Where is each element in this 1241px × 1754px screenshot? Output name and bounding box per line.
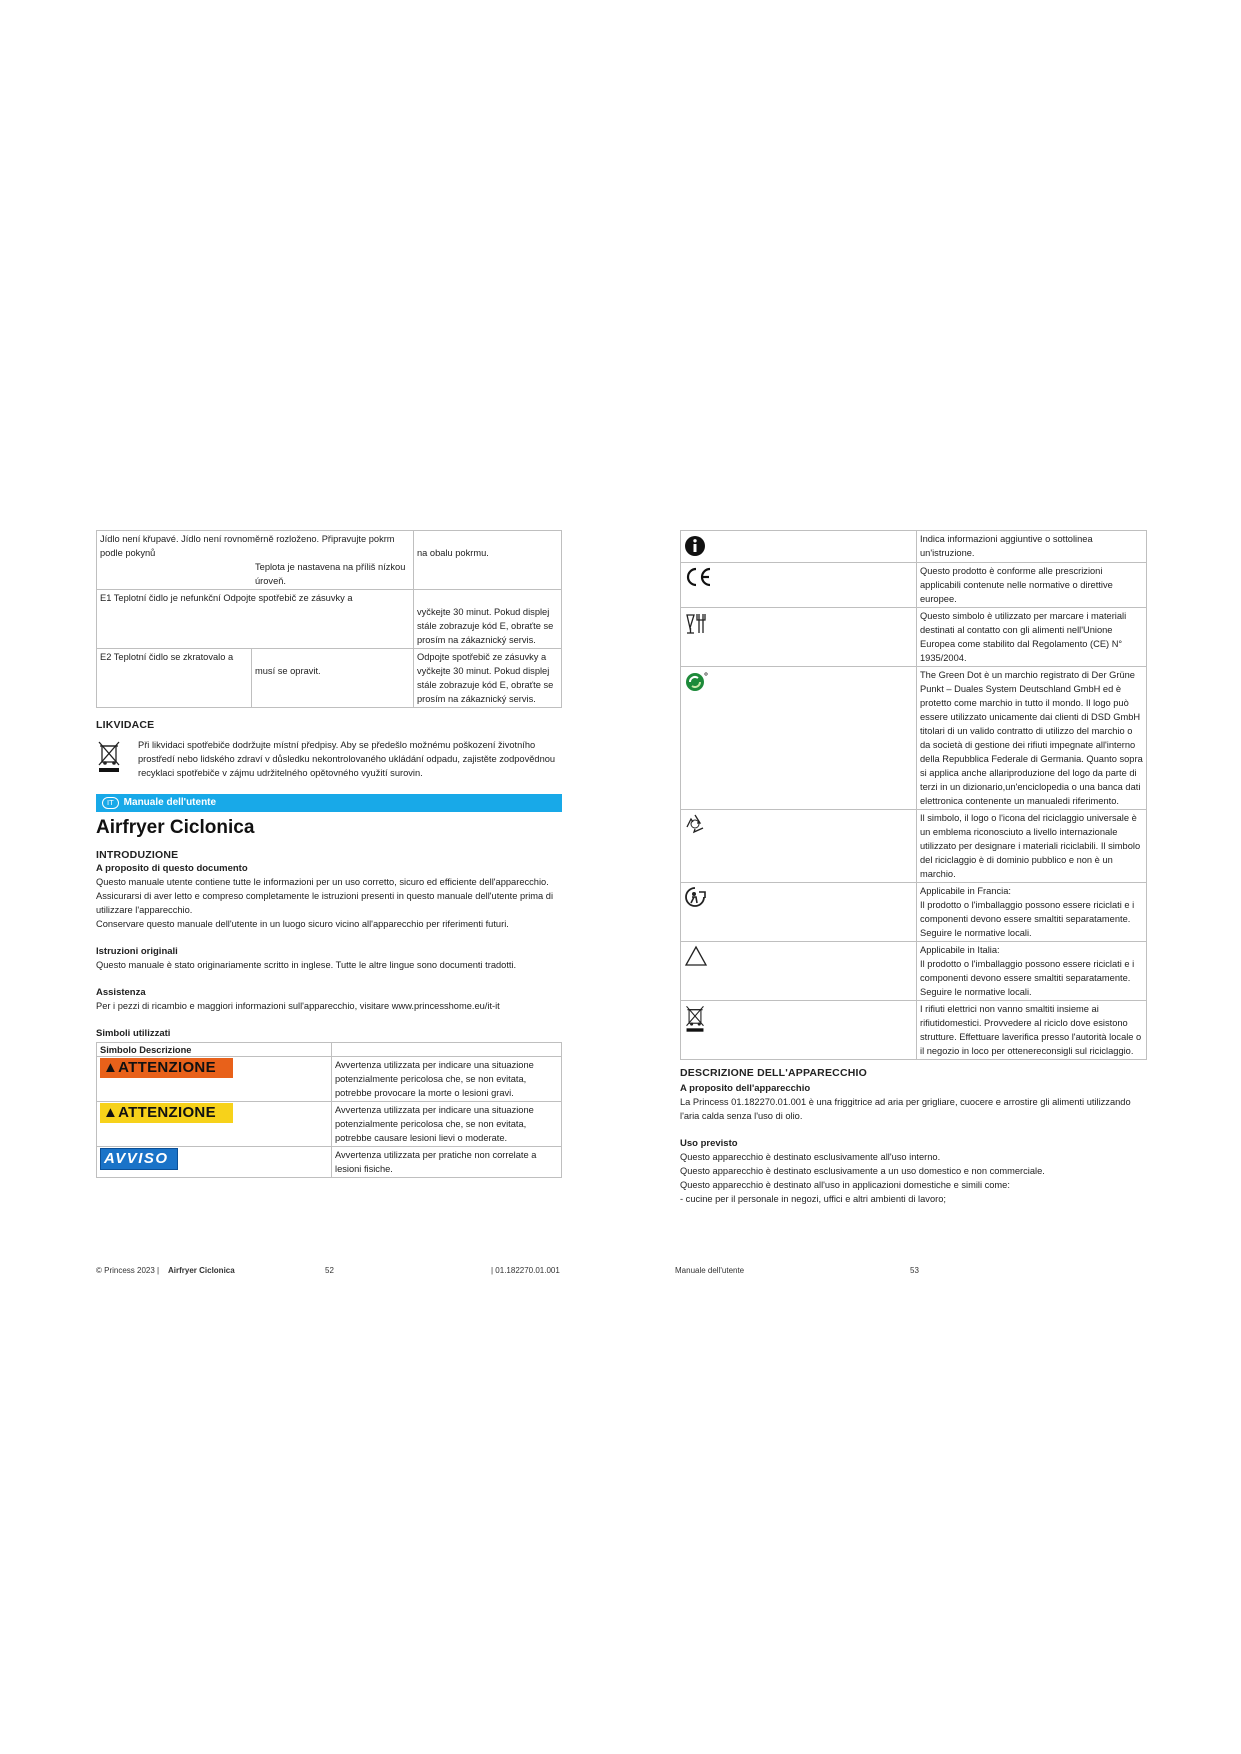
use-line-4: - cucine per il personale in negozi, uffici e altri ambienti di lavoro; xyxy=(680,1194,946,1204)
symbols-header: Simbolo Descrizione xyxy=(97,1043,332,1057)
about-doc-para-3: Conservare questo manuale dell'utente in un luogo sicuro vicino all'apparecchio per riferimenti futuri. xyxy=(96,919,509,929)
table-cell: na obalu pokrmu. xyxy=(414,531,562,590)
table-row xyxy=(681,563,1147,608)
danger-badge: ▲ATTENZIONE xyxy=(100,1058,233,1078)
table-cell xyxy=(681,608,917,667)
triman-icon xyxy=(684,886,708,908)
table-cell: E2 Teplotní čidlo se zkratovalo a xyxy=(97,649,252,708)
about-doc-para-2: Assicurarsi di aver letto e compreso completamente le istruzioni presenti in questo manuale dell'utente prima di utilizzare l'apparecchio. xyxy=(96,891,554,915)
icon-desc: Questo prodotto è conforme alle prescrizioni applicabili contenute nelle normative o direttive europee. xyxy=(917,563,1147,608)
notice-badge: AVVISO xyxy=(100,1148,178,1170)
table-cell xyxy=(681,667,917,810)
symbol-desc: Avvertenza utilizzata per indicare una situazione potenzialmente pericolosa che, se non evitata, potrebbe provocare la morte o lesioni gravi. xyxy=(332,1057,562,1102)
table-cell xyxy=(97,1102,332,1147)
table-row xyxy=(681,1001,1147,1060)
table-cell xyxy=(681,810,917,883)
icon-desc: The Green Dot è un marchio registrato di Der Grüne Punkt – Duales System Deutschland GmbH ed è protetto come marchio in tutto il mondo. Il logo può essere utilizzato unicamente dai clienti di DSD GmbH titolari di un valido contratto di utilizzo del marchio o da società di gestione dei rifiuti impegnate all'interno della Repubblica Federale di Germania. Quanto sopra si applica anche allariproduzione del logo da parte di terzi in un dizionario,un'enciclopedia o una banca dati elettronica contenente un manualedi riferimento. xyxy=(917,667,1147,810)
symbols-heading: Simboli utilizzati xyxy=(96,1028,171,1039)
weee-bin-icon xyxy=(684,1004,706,1034)
symbol-desc: Avvertenza utilizzata per pratiche non correlate a lesioni fisiche. xyxy=(332,1147,562,1178)
table-row xyxy=(681,942,1147,1001)
table-cell xyxy=(681,883,917,942)
table-cell: vyčkejte 30 minut. Pokud displej stále zobrazuje kód E, obraťte se prosím na zákaznický servis. xyxy=(414,590,562,649)
icon-desc: Indica informazioni aggiuntive o sottolinea un'istruzione. xyxy=(917,531,1147,563)
ce-mark-icon xyxy=(684,566,714,588)
table-row xyxy=(681,883,1147,942)
table-cell xyxy=(97,1147,332,1178)
table-row xyxy=(681,608,1147,667)
table-cell xyxy=(681,531,917,563)
icons-table xyxy=(680,530,1147,1060)
about-doc-para-1: Questo manuale utente contiene tutte le informazioni per un uso corretto, sicuro ed efficiente dell'apparecchio. xyxy=(96,877,549,887)
table-cell: musí se opravit. xyxy=(252,649,414,708)
table-row xyxy=(97,590,562,649)
table-row xyxy=(97,1102,562,1147)
section-bar xyxy=(96,794,562,812)
weee-bin-icon xyxy=(96,738,138,780)
assist-text: Per i pezzi di ricambio e maggiori informazioni sull'apparecchio, visitare www.princesshome.eu/it-it xyxy=(96,1001,500,1011)
table-row xyxy=(681,667,1147,810)
disposal-block xyxy=(96,738,562,780)
right-footer-page: 53 xyxy=(910,1266,919,1275)
language-badge: IT xyxy=(102,797,119,809)
page-title: Airfryer Ciclonica xyxy=(96,817,255,838)
recycle-icon xyxy=(684,813,706,835)
left-footer-copy: © Princess 2023 | xyxy=(96,1266,160,1275)
table-cell xyxy=(97,1057,332,1102)
table-row xyxy=(97,531,562,590)
intro-heading: INTRODUZIONE xyxy=(96,849,179,861)
orig-text: Questo manuale è stato originariamente scritto in inglese. Tutte le altre lingue sono documenti tradotti. xyxy=(96,960,517,970)
use-heading: Uso previsto xyxy=(680,1138,738,1149)
table-row xyxy=(681,531,1147,563)
symbol-desc: Avvertenza utilizzata per indicare una situazione potenzialmente pericolosa che, se non evitata, potrebbe causare lesioni lievi o moderate. xyxy=(332,1102,562,1147)
green-dot-icon xyxy=(684,671,708,693)
table-cell xyxy=(681,942,917,1001)
table-cell: Odpojte spotřebič ze zásuvky a vyčkejte 30 minut. Pokud displej stále zobrazuje kód E, obraťte se prosím na zákaznický servis. xyxy=(414,649,562,708)
table-row xyxy=(681,810,1147,883)
symbols-table xyxy=(96,1042,562,1178)
caution-badge: ▲ATTENZIONE xyxy=(100,1103,233,1123)
table-cell: Jídlo není křupavé. Jídlo není rovnoměrně rozloženo. Připravujte pokrm podle pokynů Teplota je nastavena na příliš nízkou úroveň. xyxy=(97,531,414,590)
table-cell: E1 Teplotní čidlo je nefunkční Odpojte spotřebič ze zásuvky a xyxy=(97,590,414,649)
left-footer-page: 52 xyxy=(325,1266,334,1275)
left-page xyxy=(96,530,562,1178)
disposal-heading: LIKVIDACE xyxy=(96,719,155,731)
icon-desc: Applicabile in Italia: Il prodotto o l'imballaggio possono essere riciclati e i componenti devono essere smaltiti separatamente. Seguire le normative locali. xyxy=(917,942,1147,1001)
desc-heading: DESCRIZIONE DELL'APPARECCHIO xyxy=(680,1067,867,1079)
triangle-recycle-icon xyxy=(684,945,708,967)
icon-desc: Questo simbolo è utilizzato per marcare i materiali destinati al contatto con gli alimenti nell'Unione Europea come stabilito dal Regolamento (CE) N° 1935/2004. xyxy=(917,608,1147,667)
assist-heading: Assistenza xyxy=(96,987,146,998)
table-row xyxy=(97,1043,562,1057)
icon-desc: Applicabile in Francia: Il prodotto o l'imballaggio possono essere riciclati e i componenti devono essere smaltiti separatamente. Seguire le normative locali. xyxy=(917,883,1147,942)
left-footer-product: Airfryer Ciclonica xyxy=(168,1266,235,1275)
about-app-heading: A proposito dell'apparecchio xyxy=(680,1083,811,1094)
orig-heading: Istruzioni originali xyxy=(96,946,178,957)
troubleshooting-table xyxy=(96,530,562,708)
table-row xyxy=(97,649,562,708)
about-doc-heading: A proposito di questo documento xyxy=(96,863,248,874)
use-line-2: Questo apparecchio è destinato esclusivamente a un uso domestico e non commerciale. xyxy=(680,1166,1045,1176)
section-bar-label: Manuale dell'utente xyxy=(123,797,217,808)
disposal-text: Při likvidaci spotřebiče dodržujte místní předpisy. Aby se předešlo možnému poškození životního prostředí nebo lidského zdraví v důsledku nekontrolovaného ukládání odpadu, zajistěte zodpovědnou recyklaci spotřebiče v zájmu udržitelného opětovného využití surovin. xyxy=(138,740,556,778)
use-line-3: Questo apparecchio è destinato all'uso in applicazioni domestiche e simili come: xyxy=(680,1180,1010,1190)
table-cell xyxy=(681,1001,917,1060)
about-app-text: La Princess 01.182270.01.001 è una friggitrice ad aria per grigliare, cuocere e arrostire gli alimenti utilizzando l'aria calda senza l'uso di olio. xyxy=(680,1097,1131,1121)
right-footer-title: Manuale dell'utente xyxy=(675,1266,745,1275)
table-cell xyxy=(681,563,917,608)
right-page xyxy=(680,530,1147,1206)
table-cell xyxy=(332,1043,562,1057)
info-icon xyxy=(684,535,706,557)
icon-desc: Il simbolo, il logo o l'icona del riciclaggio universale è un emblema riconosciuto a livello internazionale utilizzato per designare i materiali riciclabili. Il simbolo del riciclaggio è di dominio pubblico e non è un marchio. xyxy=(917,810,1147,883)
use-line-1: Questo apparecchio è destinato esclusivamente all'uso interno. xyxy=(680,1152,941,1162)
table-row xyxy=(97,1147,562,1178)
table-row xyxy=(97,1057,562,1102)
icon-desc: I rifiuti elettrici non vanno smaltiti insieme ai rifiutidomestici. Provvedere al riciclo dove esistono strutture. Effettuare laverifica presso l'autorità locale o il negozio in loco per ottenereconsigli sul riciclaggio. xyxy=(917,1001,1147,1060)
left-footer-code: | 01.182270.01.001 xyxy=(491,1266,560,1275)
food-contact-icon xyxy=(684,611,708,635)
